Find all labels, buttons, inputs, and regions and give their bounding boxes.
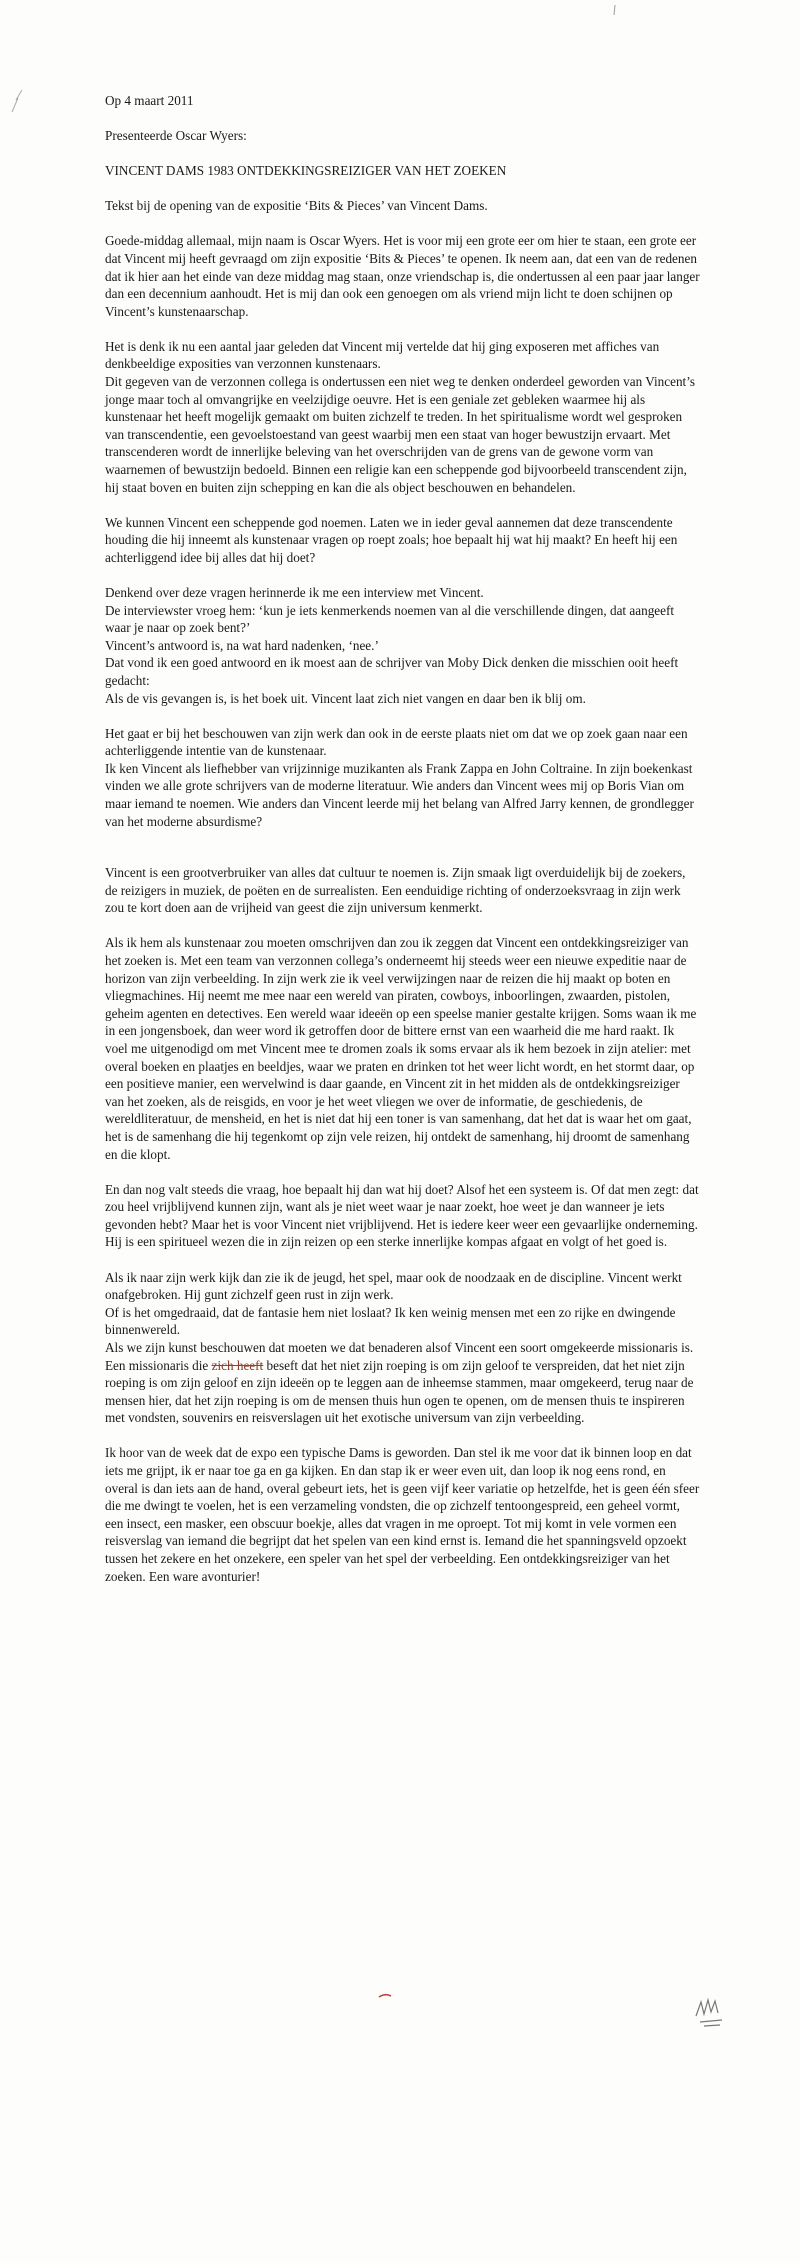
handwritten-signature	[692, 1996, 730, 2032]
paragraph-7	[105, 934, 700, 1163]
paragraph-line: Het is denk ik nu een aantal jaar geleden dat Vincent mij vertelde dat hij ging exposeren met affiches van denkbeeldige exposities van verzonnen kunstenaars.	[105, 338, 660, 372]
paragraph-3	[105, 514, 700, 567]
paragraph-line: Vincent’s antwoord is, na wat hard nadenken, ‘nee.’	[105, 637, 379, 653]
paragraph-6	[105, 864, 700, 917]
document-subtitle: Tekst bij de opening van de expositie ‘Bits & Pieces’ van Vincent Dams.	[105, 198, 488, 214]
paragraph-5	[105, 725, 700, 831]
paragraph-line: Vincent is een grootverbruiker van alles dat cultuur te noemen is. Zijn smaak ligt overduidelijk bij de zoekers, de reizigers in muziek, de poëten en de surrealisten. Een eenduidige richting of onderzoeksvraag in zijn werk zou te kort doen aan de vrijheid van geest die zijn universum kenmerkt.	[105, 865, 686, 916]
paragraph-line: Dit gegeven van de verzonnen collega is ondertussen een niet weg te denken onderdeel geworden van Vincent’s jonge maar toch al omvangrijke en veelzijdige oeuvre. Het is een geniale zet gebleken waarmee hij als kunstenaar het heeft mogelijk gemaakt om buiten zichzelf te treden. In het spiritualisme wordt wel gesproken van transcendentie, een gevoelstoestand van geest waarbij men een staat van hoger bewustzijn ervaart. Met transcenderen wordt de innerlijke beleving van het overschrijden van de grens van de gewone vorm van waarnemen of bewustzijn bedoeld. Binnen een religie kan een scheppende god bijvoorbeeld transcendent zijn, hij staat boven en buiten zijn schepping en kan die als object beschouwen en behandelen.	[105, 374, 695, 495]
paragraph-8	[105, 1181, 700, 1251]
paragraph-line: Denkend over deze vragen herinnerde ik me een interview met Vincent.	[105, 584, 484, 600]
struck-out-text: zich heeft	[211, 1357, 264, 1373]
paragraph-line: Ik ken Vincent als liefhebber van vrijzinnige muzikanten als Frank Zappa en John Coltraine. In zijn boekenkast vinden we alle grote schrijvers van de moderne literatuur. Wie anders dan Vincent wees mij op Boris Vian om maar iemand te noemen. Wie anders dan Vincent leerde mij het belang van Alfred Jarry kennen, de grondlegger van het moderne absurdisme?	[105, 760, 694, 829]
paragraph-2	[105, 338, 700, 496]
paragraph-9	[105, 1269, 700, 1427]
paragraph-line: Goede-middag allemaal, mijn naam is Oscar Wyers. Het is voor mij een grote eer om hier te staan, een grote eer dat Vincent mij heeft gevraagd om zijn expositie ‘Bits & Pieces’ te openen. Ik neem aan, dat een van de redenen dat ik hier aan het einde van deze middag mag staan, onze vriendschap is, die ondertussen al een paar jaar langer dan een decennium aanhoudt. Het is mij dan ook een genoegen om als vriend mijn licht te doen schijnen op Vincent’s kunstenaarschap.	[105, 233, 700, 319]
paragraph-line: We kunnen Vincent een scheppende god noemen. Laten we in ieder geval aannemen dat deze transcendente houding die hij inneemt als kunstenaar vragen op roept zoals; hoe bepaalt hij wat hij maakt? En heeft hij een achterliggend idee bij alles dat hij doet?	[105, 514, 678, 565]
paragraph-line: Als de vis gevangen is, is het boek uit. Vincent laat zich niet vangen en daar ben ik blij om.	[105, 690, 586, 706]
paragraph-line: Dat vond ik een goed antwoord en ik moest aan de schrijver van Moby Dick denken die misschien ooit heeft gedacht:	[105, 655, 679, 688]
paragraph-line: Als ik naar zijn werk kijk dan zie ik de jeugd, het spel, maar ook de noodzaak en de discipline. Vincent werkt onafgebroken. Hij gunt zichzelf geen rust in zijn werk.	[105, 1269, 682, 1303]
text-run: beseft dat het niet zijn roeping is om zijn geloof te verspreiden, dat het niet zijn roeping is om zijn geloof en zijn ideeën op te leggen aan de inheemse stammen, maar omgekeerd, terug naar de mensen hier, dat het zijn roeping is om de mensen thuis hun ogen te openen, om de mensen thuis te inspireren met vondsten, souvenirs en reisverslagen uit het exotische universum van zijn verbeelding.	[105, 1357, 694, 1426]
presenter-line: Presenteerde Oscar Wyers:	[105, 128, 247, 144]
paragraph-1	[105, 232, 700, 320]
closing-paragraph: Ik hoor van de week dat de expo een typische Dams is geworden. Dan stel ik me voor dat ik binnen loop en dat iets me grijpt, ik er naar toe ga en ga kijken. En dan stap ik er weer even uit, dan loop ik nog eens rond, en overal is dan iets aan de hand, overal gebeurt iets, het is geen vijf keer variatie op hetzelfde, het is geen één sfeer die me dwingt te voelen, het is een verzameling vondsten, die op zichzelf tentoongespreid, een geheel vormt, een insect, een masker, een obscuur boekje, alles dat vragen in me oproept. Tot mij komt in vele vormen een reisverslag van iemand die begrijpt dat het spelen van een kind ernst is. Iemand die het spanningsveld opzoekt tussen het zekere en het onzekere, een speler van het spel der verbeelding. Een ontdekkingsreiziger van het zoeken. Een ware avonturier!	[105, 1445, 700, 1584]
date-line: Op 4 maart 2011	[105, 93, 194, 108]
paragraph-line: Als ik hem als kunstenaar zou moeten omschrijven dan zou ik zeggen dat Vincent een ontdekkingsreiziger van het zoeken is. Met een team van verzonnen collega’s onderneemt hij steeds weer een nieuwe expeditie naar de horizon van zijn verbeelding. In zijn werk zie ik veel verwijzingen naar de reizen die hij maakt op boten en vliegmachines. Hij neemt me mee naar een wereld van piraten, cowboys, inboorlingen, zwaarden, pistolen, geheim agenten en detectives. Een wereld waar ideeën op een speelse manier gestalte krijgen. Soms waan ik me in een jongensboek, dan weer word ik getroffen door de bittere ernst van een waarheid die me hard raakt. Ik voel me uitgenodigd om met Vincent mee te dromen zoals ik soms ervaar als ik hem bezoek in zijn atelier: met overal boeken en plaatjes en beeldjes, waar we praten en drinken tot het weer licht wordt, en het stormt daar, op een positieve manier, een wervelwind is daar gaande, en Vincent zit in het midden als de ontdekkingsreiziger van het zoeken, als de reisgids, en voor je het weet vliegen we over de informatie, de geschiedenis, de wereldliteratuur, de mensheid, en het is niet dat hij een toner is van samenhang, dat het dat is waar het om gaat, het is de samenhang die hij tegenkomt op zijn vele reizen, hij ontdekt de samenhang, hij droomt de samenhang en die klopt.	[105, 935, 697, 1162]
paragraph-line: Of is het omgedraaid, dat de fantasie hem niet loslaat? Ik ken weinig mensen met een zo rijke en dwingende binnenwereld.	[105, 1304, 676, 1338]
pencil-scribble-margin	[8, 88, 28, 114]
paragraph-4	[105, 584, 700, 707]
document-title: VINCENT DAMS 1983 ONTDEKKINGSREIZIGER VAN HET ZOEKEN	[105, 163, 507, 179]
text-run: Als we zijn kunst beschouwen dat moeten we dat benaderen alsof Vincent een soort omgekeerde missionaris is. Een missionaris die	[105, 1339, 694, 1373]
letter-body	[105, 92, 700, 1603]
ink-mark	[378, 1992, 392, 2000]
paragraph-line-with-correction	[105, 1339, 700, 1427]
pen-mark-top	[610, 4, 620, 16]
paragraph-line: De interviewster vroeg hem: ‘kun je iets kenmerkends noemen van al die verschillende dingen, dat aangeeft waar je naar op zoek bent?’	[105, 602, 675, 636]
paragraph-line: Het gaat er bij het beschouwen van zijn werk dan ook in de eerste plaats niet om dat we op zoek gaan naar een achterliggende intentie van de kunstenaar.	[105, 725, 688, 759]
paragraph-line: En dan nog valt steeds die vraag, hoe bepaalt hij dan wat hij doet? Alsof het een systeem is. Of dat men zegt: dat zou heel vrijblijvend kunnen zijn, want als je niet weet waar je naar zoekt, hoe weet je dan wanneer je iets gevonden hebt? Maar het is voor Vincent niet vrijblijvend. Het is iedere keer weer een gevaarlijke onderneming. Hij is een spiritueel wezen die in zijn reizen op een sterke innerlijke kompas afgaat en volgt of het goed is.	[105, 1181, 699, 1250]
